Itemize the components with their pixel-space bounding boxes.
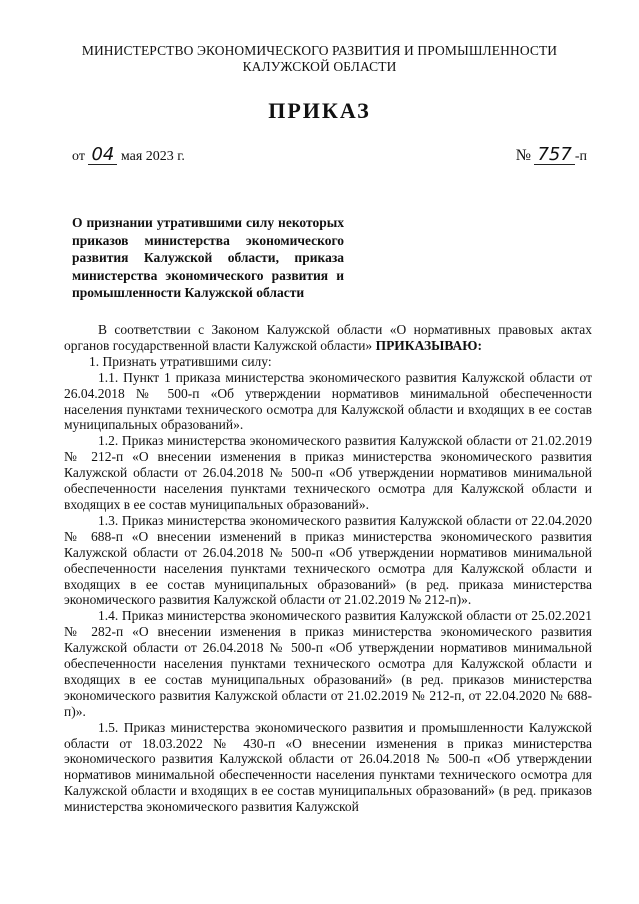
point-1-1: 1.1. Пункт 1 приказа министерства экономического развития Калужской области от 26.04.2018 № 500-п «Об утверждении нормативов минимальной обеспеченности населения пунктами технического осмотра для Калужской области и входящих в ее состав муниципальных образований».	[64, 369, 592, 433]
point-1-3: 1.3. Приказ министерства экономического развития Калужской области от 22.04.2020 № 688-п «О внесении изменений в приказ министерства экономического развития Калужской области от 26.04.2018 № 500-п «Об утверждении нормативов минимальной обеспеченности населения пунктами технического осмотра для Калужской области и входящих в ее состав муниципальных образований» (в ред. приказа министерства экономического развития Калужской области от 21.02.2019 № 212-п)».	[64, 512, 592, 608]
date-rest: мая 2023 г.	[120, 149, 185, 164]
document-title: ПРИКАЗ	[268, 98, 371, 123]
date-prefix: от	[72, 149, 85, 164]
order-body	[64, 322, 592, 815]
ministry-name-line2: КАЛУЖСКОЙ ОБЛАСТИ	[242, 59, 397, 74]
order-date	[72, 146, 185, 165]
point-1-2: 1.2. Приказ министерства экономического развития Калужской области от 21.02.2019 № 212-п «О внесении изменения в приказ министерства экономического развития Калужской области от 26.04.2018 № 500-п «Об утверждении нормативов минимальной обеспеченности населения пунктами технического осмотра для Калужской области и входящих в ее состав муниципальных образований».	[64, 433, 592, 512]
point-1: 1. Признать утратившими силу:	[89, 353, 272, 369]
intro-command: ПРИКАЗЫВАЮ:	[375, 337, 482, 353]
handwritten-day: 04	[88, 146, 117, 165]
intro-paragraph	[64, 322, 592, 354]
point-1-5: 1.5. Приказ министерства экономического развития и промышленности Калужской области от 18.03.2022 № 430-п «О внесении изменения в приказ министерства экономического развития Калужской области от 26.04.2018 № 500-п «Об утверждении нормативов минимальной обеспеченности населения пунктами технического осмотра для Калужской области и входящих в ее состав муниципальных образований» (в ред. приказов министерства экономического развития Калужской	[64, 719, 592, 815]
number-suffix: -п	[574, 149, 587, 164]
order-number	[516, 146, 587, 165]
number-sign: №	[515, 147, 531, 164]
handwritten-number: 757	[534, 146, 574, 165]
intro-text: В соответствии с Законом Калужской области «О нормативных правовых актах органов государственной власти Калужской области»	[64, 322, 592, 353]
order-subject: О признании утратившими силу некоторых приказов министерства экономического развития Калужской области, приказа министерства экономического развития и промышленности Калужской области	[72, 215, 344, 301]
ministry-name-line1: МИНИСТЕРСТВО ЭКОНОМИЧЕСКОГО РАЗВИТИЯ И ПРОМЫШЛЕННОСТИ	[81, 43, 558, 58]
point-1-4: 1.4. Приказ министерства экономического развития Калужской области от 25.02.2021 № 282-п «О внесении изменения в приказ министерства экономического развития Калужской области от 26.04.2018 № 500-п «Об утверждении нормативов минимальной обеспеченности населения пунктами технического осмотра для Калужской области и входящих в ее состав муниципальных образований» (в ред. приказов министерства экономического развития Калужской области от 21.02.2019 № 212-п, от 22.04.2020 № 688-п)».	[64, 608, 592, 719]
